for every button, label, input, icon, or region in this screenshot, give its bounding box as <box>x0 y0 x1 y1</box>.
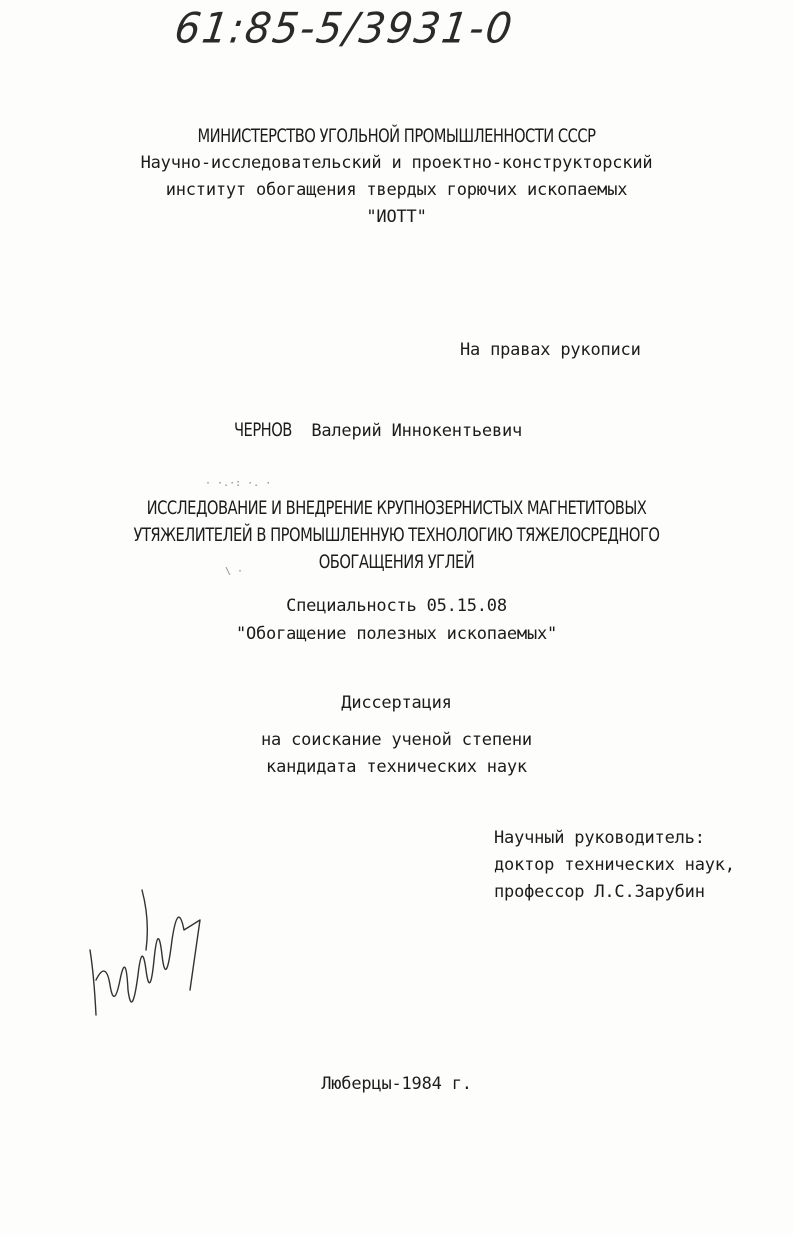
scan-speckle: \ · <box>225 566 244 577</box>
rights-note: На правах рукописи <box>460 340 641 360</box>
supervisor-label: Научный руководитель: <box>494 828 705 848</box>
author-given-names: Валерий Иннокентьевич <box>311 421 523 441</box>
specialty-code: Специальность 05.15.08 <box>286 596 507 616</box>
specialty-name: "Обогащение полезных ископаемых" <box>235 624 558 644</box>
handwritten-signature <box>80 880 210 1030</box>
degree-purpose-line1: на соискание ученой степени <box>261 730 532 750</box>
title-line3: ОБОГАЩЕНИЯ УГЛЕЙ <box>318 551 475 573</box>
dissertation-type: Диссертация <box>341 693 452 713</box>
title-line2: УТЯЖЕЛИТЕЛЕЙ В ПРОМЫШЛЕННУЮ ТЕХНОЛОГИЮ ТЯЖЕЛОСРЕДНОГО <box>133 524 660 546</box>
archive-number: 61:85-5/3931-0 <box>171 4 517 54</box>
ministry-name: МИНИСТЕРСТВО УГОЛЬНОЙ ПРОМЫШЛЕННОСТИ СССР <box>197 125 596 147</box>
institute-abbreviation: "ИОТТ" <box>366 207 427 227</box>
supervisor-degree: доктор технических наук, <box>494 855 735 875</box>
institute-name-line2: институт обогащения твердых горючих ископаемых <box>165 180 628 200</box>
author-surname: ЧЕРНОВ <box>234 419 292 441</box>
scan-speckle: · ·.·: ·. · <box>205 478 272 489</box>
supervisor-name: профессор Л.С.Зарубин <box>494 882 705 902</box>
degree-purpose-line2: кандидата технических наук <box>266 757 527 777</box>
title-line1: ИССЛЕДОВАНИЕ И ВНЕДРЕНИЕ КРУПНОЗЕРНИСТЫХ МАГНЕТИТОВЫХ <box>146 497 647 519</box>
institute-name-line1: Научно-исследовательский и проектно-конструкторский <box>140 153 653 173</box>
place-and-year: Люберцы-1984 г. <box>321 1074 472 1094</box>
